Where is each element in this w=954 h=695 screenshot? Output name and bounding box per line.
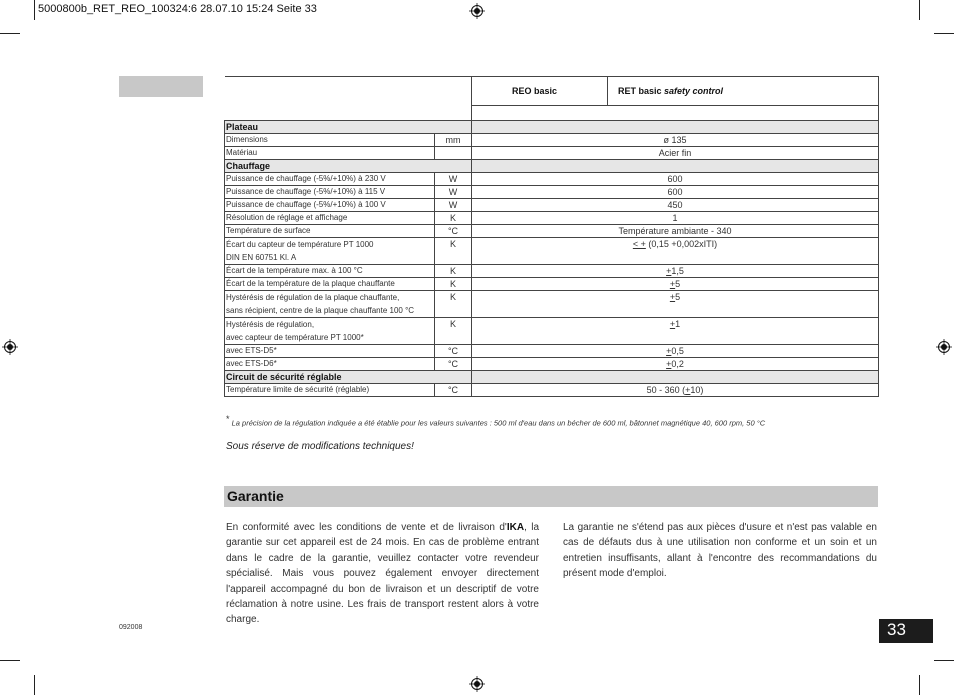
col-header-ret: RET basic safety control [608, 77, 879, 106]
registration-target-icon [2, 339, 18, 355]
row-unit: W [435, 173, 472, 186]
table-section-row [225, 121, 879, 134]
table-section-row [225, 160, 879, 173]
table-section-row [225, 371, 879, 384]
row-unit [435, 147, 472, 160]
registration-target-icon [469, 676, 485, 692]
spec-table [224, 76, 879, 397]
plus-minus-sign: + [666, 266, 672, 276]
row-unit: K [435, 212, 472, 225]
row-value: 600 [472, 173, 879, 186]
row-unit: °C [435, 358, 472, 371]
plus-minus-sign: + [666, 346, 672, 356]
section-tab [119, 76, 203, 97]
row-label: Écart de la température de la plaque chauffante [225, 278, 435, 291]
row-unit: W [435, 199, 472, 212]
crop-mark-icon [0, 33, 20, 34]
row-unit: K [435, 291, 472, 318]
row-value: +1,5 [472, 265, 879, 278]
row-value: +5 [472, 291, 879, 318]
plus-minus-sign: < + [632, 239, 646, 249]
table-row [225, 358, 879, 371]
row-value: 450 [472, 199, 879, 212]
row-value: 50 - 360 (+10) [472, 384, 879, 397]
table-header-blank [225, 77, 472, 106]
registration-target-icon [469, 3, 485, 19]
table-row [225, 225, 879, 238]
table-row [225, 173, 879, 186]
crop-mark-icon [919, 0, 920, 20]
table-header-row [225, 77, 879, 106]
row-label: Résolution de réglage et affichage [225, 212, 435, 225]
row-label: Matériau [225, 147, 435, 160]
table-row [225, 199, 879, 212]
crop-mark-icon [0, 660, 20, 661]
row-unit: °C [435, 225, 472, 238]
row-value: +0,2 [472, 358, 879, 371]
row-label: Écart de la température max. à 100 °C [225, 265, 435, 278]
row-value: < + (0,15 +0,002xITI) [472, 238, 879, 265]
row-unit: K [435, 278, 472, 291]
section-label: Circuit de sécurité réglable [225, 371, 472, 384]
crop-mark-icon [934, 660, 954, 661]
table-row [225, 278, 879, 291]
table-row [225, 134, 879, 147]
table-row [225, 384, 879, 397]
plus-minus-sign: + [669, 292, 676, 302]
section-label: Plateau [225, 121, 472, 134]
print-header: 5000800b_RET_REO_100324:6 28.07.10 15:24 Seite 33 [38, 3, 317, 15]
row-value: Acier fin [472, 147, 879, 160]
row-label: Hystérésis de régulation de la plaque chauffante, sans récipient, centre de la plaque chauffante 100 °C [225, 291, 435, 318]
garantie-text-left: En conformité avec les conditions de vente et de livraison d'IKA, la garantie sur cet appareil est de 24 mois. En cas de problème entrant dans le cadre de la garantie, veuillez contacter votre revendeur spécialisé. Mais vous pouvez également envoyer directement l'appareil accompagné du bon de livraison et un descriptif de votre réclamation à notre usine. Les frais de transport restent alors à votre charge. [226, 522, 540, 626]
technical-reserve-note: Sous réserve de modifications techniques! [226, 441, 414, 452]
table-row [225, 345, 879, 358]
garantie-text-right: La garantie ne s'étend pas aux pièces d'usure et n'est pas valable en cas de défauts dus à une utilisation non conforme et un soin et un entretien insuffisants, allant à l'encontre des recommandations du présent mode d'emploi. [563, 522, 877, 580]
col-header-reo: REO basic [472, 77, 608, 106]
page-number: 33 [887, 620, 906, 639]
garantie-heading-bar [224, 486, 878, 507]
row-value: +5 [472, 278, 879, 291]
row-unit: K [435, 265, 472, 278]
row-unit: K [435, 318, 472, 345]
row-unit: mm [435, 134, 472, 147]
registration-target-icon [936, 339, 952, 355]
row-value: Température ambiante - 340 [472, 225, 879, 238]
table-row [225, 318, 879, 345]
table-row [225, 265, 879, 278]
table-row [225, 291, 879, 318]
row-label: Hystérésis de régulation, avec capteur de température PT 1000* [225, 318, 435, 345]
row-label: Puissance de chauffage (-5%/+10%) à 230 V [225, 173, 435, 186]
row-label: Température limite de sécurité (réglable) [225, 384, 435, 397]
footnote: * La précision de la régulation indiquée a été établie pour les valeurs suivantes : 500 ml d'eau dans un bécher de 600 ml, bâtonnet magnétique 40, 600 rpm, 50 °C [226, 414, 766, 428]
table-row [225, 186, 879, 199]
table-spacer-row [225, 106, 879, 121]
row-label: Dimensions [225, 134, 435, 147]
crop-mark-icon [34, 0, 35, 20]
row-label: Écart du capteur de température PT 1000 DIN EN 60751 Kl. A [225, 238, 435, 265]
plus-minus-sign: + [669, 279, 676, 289]
row-label: avec ETS-D5* [225, 345, 435, 358]
crop-mark-icon [919, 675, 920, 695]
plus-minus-sign: + [666, 359, 672, 369]
row-value: ø 135 [472, 134, 879, 147]
garantie-title: Garantie [227, 488, 284, 504]
table-row [225, 147, 879, 160]
crop-mark-icon [34, 675, 35, 695]
table-row [225, 238, 879, 265]
row-value: +1 [472, 318, 879, 345]
row-value: 1 [472, 212, 879, 225]
row-unit: W [435, 186, 472, 199]
crop-mark-icon [934, 33, 954, 34]
row-label: Puissance de chauffage (-5%/+10%) à 115 V [225, 186, 435, 199]
brand-ika: IKA [506, 522, 525, 533]
row-value: +0,5 [472, 345, 879, 358]
plus-minus-sign: + [669, 319, 676, 329]
row-label: avec ETS-D6* [225, 358, 435, 371]
row-unit: °C [435, 384, 472, 397]
row-label: Température de surface [225, 225, 435, 238]
row-value: 600 [472, 186, 879, 199]
document-code: 092008 [119, 624, 143, 631]
row-unit: K [435, 238, 472, 265]
row-label: Puissance de chauffage (-5%/+10%) à 100 V [225, 199, 435, 212]
section-label: Chauffage [225, 160, 472, 173]
table-row [225, 212, 879, 225]
plus-minus-sign: + [685, 385, 691, 395]
row-unit: °C [435, 345, 472, 358]
